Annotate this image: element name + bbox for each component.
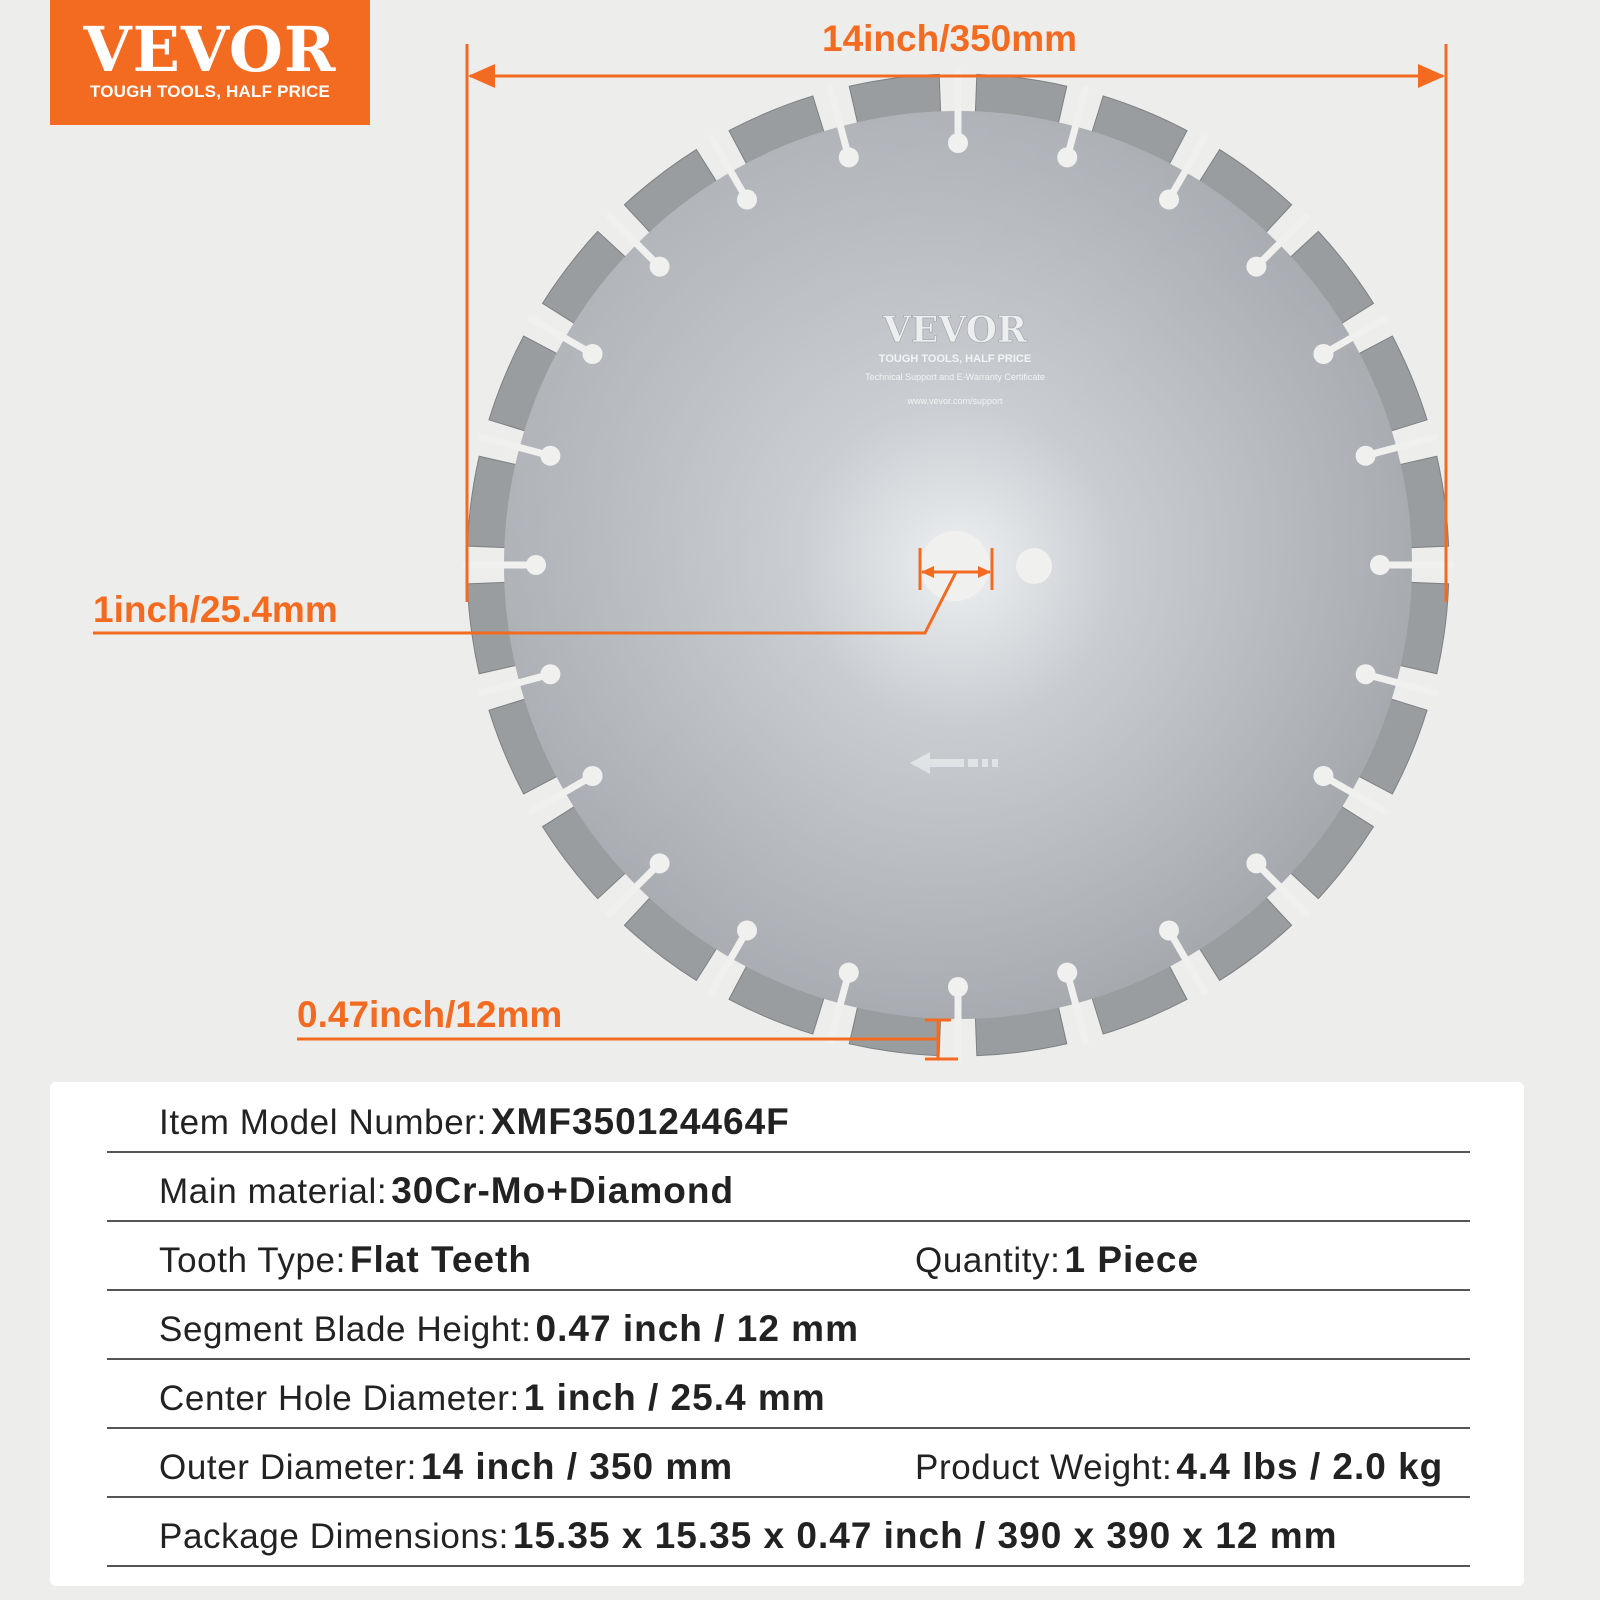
cooling-slot-hole xyxy=(839,147,859,167)
spec-label-weight: Product Weight: xyxy=(915,1448,1173,1487)
spec-label: Item Model Number: xyxy=(159,1103,487,1142)
spec-value-weight: 4.4 lbs / 2.0 kg xyxy=(1176,1446,1444,1487)
spec-row-material xyxy=(107,1151,1470,1222)
cooling-slot-hole xyxy=(1246,853,1266,873)
spec-value: 14 inch / 350 mm xyxy=(420,1446,734,1487)
spec-label: Segment Blade Height: xyxy=(159,1310,532,1349)
blade-print-line2: www.vevor.com/support xyxy=(907,396,1003,406)
spec-label-quantity: Quantity: xyxy=(915,1241,1061,1280)
spec-label: Main material: xyxy=(159,1172,388,1211)
outer-diameter-label: 14inch/350mm xyxy=(822,18,1078,59)
spec-value: Flat Teeth xyxy=(349,1239,532,1280)
cooling-slot-hole xyxy=(650,853,670,873)
cooling-slot-hole xyxy=(1159,190,1179,210)
cooling-slot-hole xyxy=(839,963,859,983)
cooling-slot-hole xyxy=(1370,555,1390,575)
cooling-slot-hole xyxy=(1057,963,1077,983)
arrow-right-icon xyxy=(1418,64,1445,88)
blade-tagline: TOUGH TOOLS, HALF PRICE xyxy=(878,353,1032,365)
cooling-slot-hole xyxy=(583,766,603,786)
logo-brand-name: VEVOR xyxy=(83,13,337,86)
spec-row-segment-height xyxy=(107,1289,1470,1360)
cooling-slot-hole xyxy=(540,664,560,684)
cooling-slot-hole xyxy=(737,920,757,940)
spec-row-tooth-type xyxy=(107,1220,1470,1291)
center-hole-label: 1inch/25.4mm xyxy=(93,589,338,630)
spec-value: 30Cr-Mo+Diamond xyxy=(391,1170,735,1211)
spec-label: Tooth Type: xyxy=(159,1241,346,1280)
spec-label: Outer Diameter: xyxy=(159,1448,417,1487)
cooling-slot-hole xyxy=(948,977,968,997)
segment-height-label: 0.47inch/12mm xyxy=(297,994,563,1035)
cooling-slot-hole xyxy=(650,257,670,277)
spec-label: Package Dimensions: xyxy=(159,1517,509,1556)
cooling-slot-hole xyxy=(1313,344,1333,364)
blade-logo: VEVOR xyxy=(883,309,1027,351)
spec-value: XMF350124464F xyxy=(490,1101,790,1142)
cooling-slot-hole xyxy=(1313,766,1333,786)
cooling-slot-hole xyxy=(1356,446,1376,466)
spec-value: 1 inch / 25.4 mm xyxy=(523,1377,826,1418)
spec-label: Center Hole Diameter: xyxy=(159,1379,520,1418)
cooling-slot-hole xyxy=(526,555,546,575)
spec-value-quantity: 1 Piece xyxy=(1064,1239,1200,1280)
arrow-left-icon xyxy=(468,64,495,88)
pin-hole xyxy=(1016,548,1052,584)
cooling-slot-hole xyxy=(1159,920,1179,940)
center-hole xyxy=(920,531,990,601)
cooling-slot-hole xyxy=(540,446,560,466)
spec-value: 0.47 inch / 12 mm xyxy=(535,1308,859,1349)
spec-panel xyxy=(50,1082,1524,1586)
spec-row-model xyxy=(107,1082,1470,1153)
blade-print-line1: Technical Support and E-Warranty Certificate xyxy=(865,372,1045,382)
cooling-slot-hole xyxy=(1356,664,1376,684)
spec-row-package xyxy=(107,1496,1470,1567)
cooling-slot-hole xyxy=(737,190,757,210)
spec-row-center-hole xyxy=(107,1358,1470,1429)
cooling-slot-hole xyxy=(1246,257,1266,277)
cooling-slot-hole xyxy=(1057,147,1077,167)
cooling-slot-hole xyxy=(948,133,968,153)
cooling-slot-hole xyxy=(583,344,603,364)
spec-value: 15.35 x 15.35 x 0.47 inch / 390 x 390 x 12 mm xyxy=(512,1515,1338,1556)
spec-row-outer-diameter xyxy=(107,1427,1470,1498)
logo-tagline: TOUGH TOOLS, HALF PRICE xyxy=(89,82,331,101)
